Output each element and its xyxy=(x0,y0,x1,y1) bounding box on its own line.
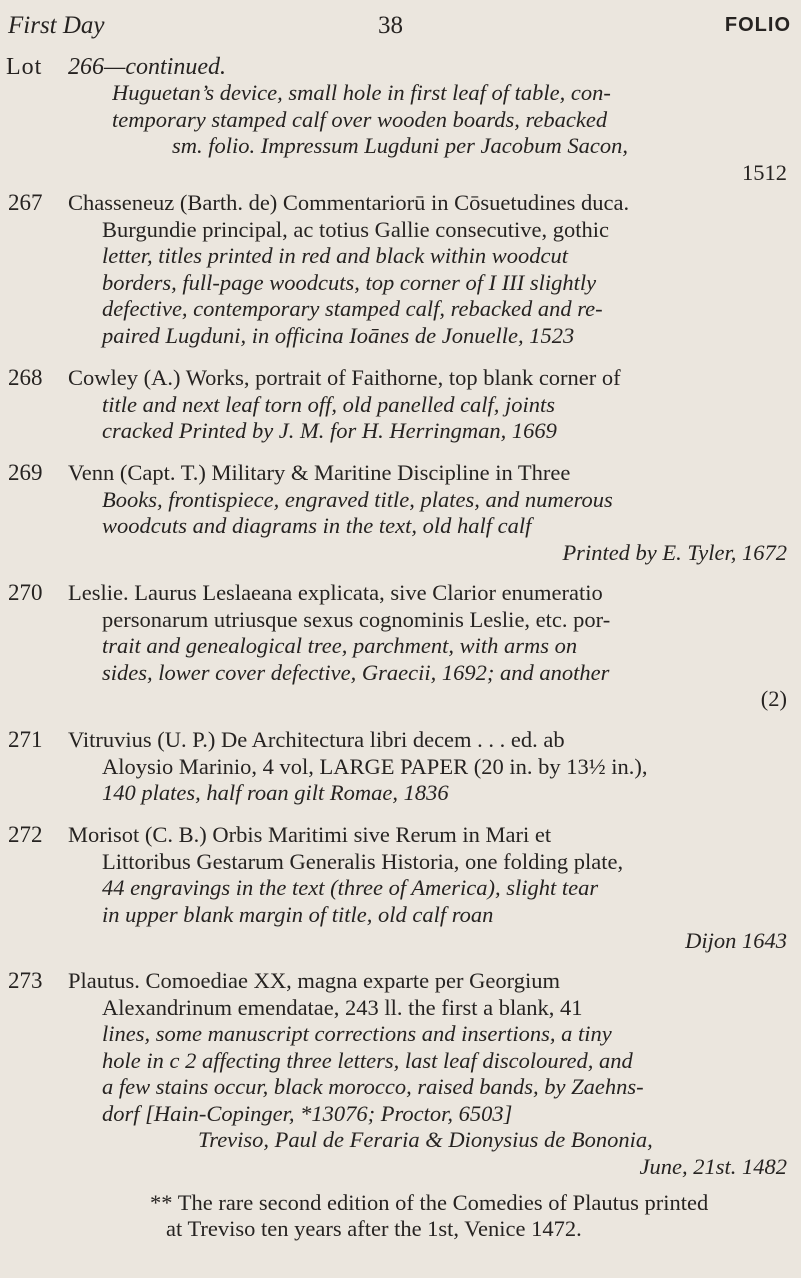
description-line: paired Lugduni, in officina Ioānes de Jonuelle, 1523 xyxy=(102,322,575,348)
description-line: Treviso, Paul de Feraria & Dionysius de Bononia, xyxy=(198,1127,653,1152)
description-line: trait and genealogical tree, parchment, with arms on xyxy=(102,633,578,658)
lot-imprint: (2) xyxy=(760,686,787,711)
description-line: borders, full-page woodcuts, top corner of I III slightly xyxy=(102,269,597,295)
lot-number: 269 xyxy=(8,460,43,485)
description-line: a few stains occur, black morocco, raised bands, by Zaehns- xyxy=(102,1074,644,1099)
lot-description xyxy=(68,968,787,1180)
lot-imprint: June, 21st. 1482 xyxy=(639,1153,787,1179)
description-line: Burgundie principal, ac totius Gallie consecutive, gothic xyxy=(102,216,609,242)
description-line: sides, lower cover defective, Graecii, 1692; and another xyxy=(102,659,610,685)
description-line: Leslie. Laurus Leslaeana explicata, sive Clarior enumeratio xyxy=(68,580,603,605)
description-line: 140 plates, half roan gilt Romae, 1836 xyxy=(102,780,449,805)
description-line: Morisot (C. B.) Orbis Maritimi sive Rerum in Mari et xyxy=(68,822,552,847)
lot-description xyxy=(68,365,787,445)
description-line: Huguetan’s device, small hole in first leaf of table, con- xyxy=(112,80,611,105)
lot-number: 270 xyxy=(8,580,43,605)
note-line: at Treviso ten years after the 1st, Venice 1472. xyxy=(166,1216,582,1241)
lot-number: 273 xyxy=(8,968,43,993)
header-format: FOLIO xyxy=(724,14,791,36)
page-number: 38 xyxy=(378,12,403,39)
description-line: lines, some manuscript corrections and insertions, a tiny xyxy=(102,1021,612,1046)
header-day: First Day xyxy=(8,12,105,39)
lot-description xyxy=(68,580,787,713)
description-line: dorf [Hain-Copinger, *13076; Proctor, 6503] xyxy=(102,1100,513,1126)
description-line: temporary stamped calf over wooden boards, rebacked xyxy=(112,106,608,132)
description-line: Plautus. Comoediae XX, magna exparte per Georgium xyxy=(68,968,560,993)
description-line: 44 engravings in the text (three of America), slight tear xyxy=(102,875,599,900)
continued-label: 266—continued. xyxy=(68,54,226,80)
description-line: Aloysio Marinio, 4 vol, LARGE PAPER (20 in. by 13½ in.), xyxy=(102,753,648,779)
description-line: Books, frontispiece, engraved title, plates, and numerous xyxy=(102,486,613,512)
description-line: hole in c 2 affecting three letters, last leaf discoloured, and xyxy=(102,1047,633,1073)
lot-note xyxy=(150,1190,787,1242)
lot-imprint: Printed by E. Tyler, 1672 xyxy=(562,539,787,565)
lot-label: Lot xyxy=(6,54,43,80)
description-line: Alexandrinum emendatae, 243 ll. the first a blank, 41 xyxy=(102,994,583,1020)
description-line: Littoribus Gestarum Generalis Historia, one folding plate, xyxy=(102,848,624,874)
note-line: ** The rare second edition of the Comedies of Plautus printed xyxy=(150,1190,709,1215)
lot-description xyxy=(112,80,787,186)
description-line: letter, titles printed in red and black within woodcut xyxy=(102,243,568,268)
lot-imprint: Dijon 1643 xyxy=(685,928,787,953)
description-line: Chasseneuz (Barth. de) Commentariorū in Cōsuetudines duca. xyxy=(68,190,630,215)
lot-number: 267 xyxy=(8,190,43,215)
description-line: woodcuts and diagrams in the text, old half calf xyxy=(102,513,532,538)
lot-description xyxy=(68,822,787,955)
lot-number: 272 xyxy=(8,822,43,847)
lot-number: 271 xyxy=(8,727,43,752)
description-line: title and next leaf torn off, old panelled calf, joints xyxy=(102,391,556,417)
lot-description xyxy=(68,190,787,349)
lot-imprint: 1512 xyxy=(742,159,787,185)
description-line: sm. folio. Impressum Lugduni per Jacobum Sacon, xyxy=(172,133,629,158)
description-line: Cowley (A.) Works, portrait of Faithorne, top blank corner of xyxy=(68,365,621,390)
description-line: defective, contemporary stamped calf, rebacked and re- xyxy=(102,296,603,321)
description-line: personarum utriusque sexus cognominis Leslie, etc. por- xyxy=(102,606,611,632)
description-line: Vitruvius (U. P.) De Architectura libri decem . . . ed. ab xyxy=(68,727,565,752)
lot-number: 268 xyxy=(8,365,43,390)
description-line: in upper blank margin of title, old calf roan xyxy=(102,901,494,927)
lot-description xyxy=(68,727,787,807)
page-header xyxy=(8,6,791,52)
description-line: cracked Printed by J. M. for H. Herringman, 1669 xyxy=(102,418,557,443)
description-line: Venn (Capt. T.) Military & Maritine Discipline in Three xyxy=(68,460,571,485)
lot-description xyxy=(68,460,787,566)
